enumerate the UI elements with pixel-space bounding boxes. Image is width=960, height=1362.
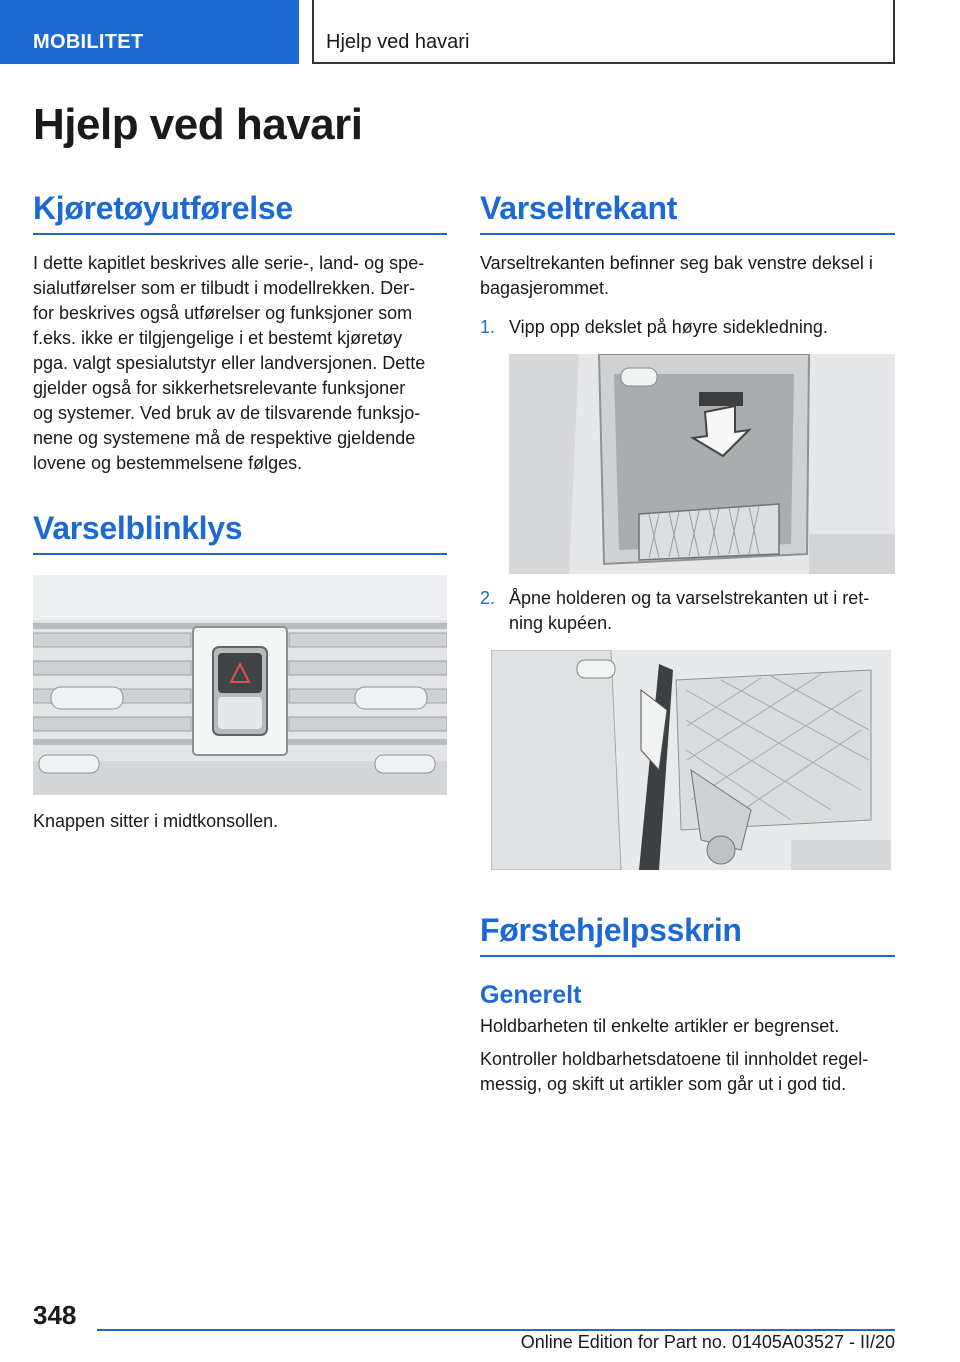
footer-divider: [97, 1329, 895, 1331]
paragraph-line: bagasjerommet.: [480, 278, 610, 298]
step-text: Vipp opp dekslet på høyre sidekledning.: [509, 317, 828, 337]
paragraph-line: Kontroller holdbarhetsdatoene til innholdet regel-: [480, 1049, 869, 1069]
header-section-tab: [0, 0, 299, 64]
page-title: Hjelp ved havari: [33, 100, 363, 149]
paragraph-line: sialutførelser som er tilbudt i modellrekken. Der-: [33, 278, 416, 298]
section-heading-vehicle-equipment: Kjøretøyutførelse: [33, 190, 447, 235]
step-text-line: ning kupéen.: [509, 613, 613, 633]
section-heading-warning-triangle: Varseltrekant: [480, 190, 895, 235]
paragraph-line: og systemer. Ved bruk av de tilsvarende funksjo-: [33, 403, 421, 423]
paragraph-line: lovene og bestemmelsene følges.: [33, 453, 303, 473]
header-chapter-label: Hjelp ved havari: [326, 31, 470, 53]
first-aid-paragraph-1: Holdbarheten til enkelte artikler er begrenset.: [480, 1016, 840, 1036]
hazard-button-image: [33, 575, 447, 795]
step-number: 2.: [480, 588, 496, 608]
paragraph-line: I dette kapitlet beskrives alle serie-, land- og spe-: [33, 253, 425, 273]
step-text-line: Åpne holderen og ta varselstrekanten ut i ret-: [509, 588, 870, 608]
trunk-side-panel-image: [509, 354, 895, 574]
paragraph-line: nene og systemene må de respektive gjeldende: [33, 428, 416, 448]
footer-edition-text: Online Edition for Part no. 01405A03527 - II/20: [520, 1332, 895, 1352]
subheading-general: Generelt: [480, 981, 582, 1009]
step-item: [480, 586, 895, 636]
first-aid-paragraph-2: [480, 1047, 895, 1097]
paragraph-line: f.eks. ikke er tilgjengelige i et bestemt kjøretøy: [33, 328, 403, 348]
paragraph-line: pga. valgt spesialutstyr eller landversjonen. Dette: [33, 353, 426, 373]
section-heading-first-aid-kit: Førstehjelpsskrin: [480, 912, 895, 957]
step-text: [509, 586, 869, 636]
paragraph-line: Varseltrekanten befinner seg bak venstre deksel i: [480, 253, 873, 273]
warning-triangle-steps-continued: [480, 586, 895, 636]
right-column: [480, 190, 895, 1097]
paragraph-line: messig, og skift ut artikler som går ut i god tid.: [480, 1074, 847, 1094]
hazard-lights-caption: Knappen sitter i midtkonsollen.: [33, 811, 279, 831]
page-number: 348: [33, 1300, 77, 1330]
vehicle-equipment-paragraph: [33, 251, 447, 476]
left-column: [33, 190, 447, 834]
warning-triangle-steps: [480, 315, 895, 340]
step-number: 1.: [480, 317, 496, 337]
warning-triangle-holder-image: [491, 650, 891, 870]
header-section-label: MOBILITET: [33, 31, 144, 53]
paragraph-line: gjelder også for sikkerhetsrelevante funksjoner: [33, 378, 406, 398]
header-chapter-tab: [312, 0, 895, 64]
warning-triangle-intro: [480, 251, 895, 301]
step-item: [480, 315, 895, 340]
section-heading-hazard-lights: Varselblinklys: [33, 510, 447, 555]
paragraph-line: for beskrives også utførelser og funksjoner som: [33, 303, 413, 323]
